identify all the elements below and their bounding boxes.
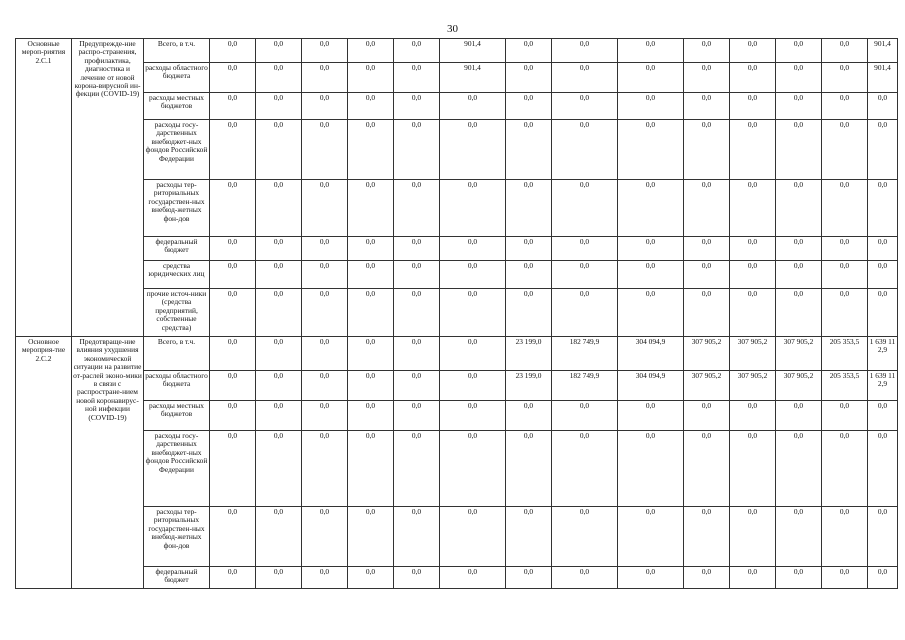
activity-name-cell: Предотвраще-ние влияния ухудшения экономической ситуации на развитие от-раслей эконо-мики в связи с распростране-нием новой коронавирус-ной инфекции (COVID-19) (72, 337, 144, 589)
table-row (16, 567, 898, 589)
value-cell: 0,0 (552, 431, 618, 507)
value-cell: 307 905,2 (730, 337, 776, 371)
value-cell: 0,0 (394, 120, 440, 180)
value-cell: 0,0 (394, 63, 440, 93)
value-cell: 0,0 (552, 567, 618, 589)
value-cell: 0,0 (822, 120, 868, 180)
value-cell: 0,0 (730, 289, 776, 337)
funding-source-cell: расходы местных бюджетов (144, 401, 210, 431)
value-cell: 0,0 (256, 93, 302, 120)
value-cell: 0,0 (302, 93, 348, 120)
value-cell: 0,0 (210, 567, 256, 589)
value-cell: 0,0 (868, 261, 898, 289)
value-cell: 0,0 (776, 237, 822, 261)
funding-source-cell: расходы местных бюджетов (144, 93, 210, 120)
value-cell: 0,0 (868, 180, 898, 237)
value-cell: 0,0 (348, 120, 394, 180)
value-cell: 0,0 (394, 180, 440, 237)
value-cell: 0,0 (256, 289, 302, 337)
value-cell: 182 749,9 (552, 337, 618, 371)
value-cell: 0,0 (822, 567, 868, 589)
value-cell: 0,0 (348, 401, 394, 431)
table-row (16, 180, 898, 237)
table-row (16, 120, 898, 180)
value-cell: 0,0 (302, 237, 348, 261)
value-cell: 1 639 112,9 (868, 337, 898, 371)
value-cell: 0,0 (776, 401, 822, 431)
value-cell: 0,0 (822, 63, 868, 93)
value-cell: 0,0 (868, 289, 898, 337)
value-cell: 0,0 (506, 289, 552, 337)
value-cell: 0,0 (394, 507, 440, 567)
value-cell: 0,0 (776, 93, 822, 120)
funding-source-cell: федеральный бюджет (144, 237, 210, 261)
value-cell: 0,0 (552, 507, 618, 567)
value-cell: 0,0 (210, 237, 256, 261)
table-row (16, 431, 898, 507)
value-cell: 0,0 (256, 180, 302, 237)
value-cell: 0,0 (506, 567, 552, 589)
value-cell: 0,0 (730, 507, 776, 567)
value-cell: 0,0 (506, 261, 552, 289)
value-cell: 0,0 (302, 289, 348, 337)
funding-source-cell: расходы госу-дарственных внебюджет-ных фондов Российской Федерации (144, 431, 210, 507)
funding-source-cell: расходы областного бюджета (144, 63, 210, 93)
value-cell: 0,0 (776, 431, 822, 507)
value-cell: 0,0 (776, 567, 822, 589)
value-cell: 0,0 (776, 289, 822, 337)
value-cell: 0,0 (684, 180, 730, 237)
value-cell: 0,0 (776, 63, 822, 93)
value-cell: 0,0 (552, 39, 618, 63)
value-cell: 0,0 (730, 93, 776, 120)
value-cell: 0,0 (618, 93, 684, 120)
value-cell: 0,0 (394, 431, 440, 507)
value-cell: 205 353,5 (822, 337, 868, 371)
stage-cell: Основные мероп-риятия 2.С.1 (16, 39, 72, 337)
stage-cell: Основное мероприя-тие 2.С.2 (16, 337, 72, 589)
value-cell: 0,0 (256, 431, 302, 507)
value-cell: 23 199,0 (506, 337, 552, 371)
funding-source-cell: федеральный бюджет (144, 567, 210, 589)
value-cell: 0,0 (394, 289, 440, 337)
value-cell: 0,0 (302, 401, 348, 431)
funding-source-cell: средства юридических лиц (144, 261, 210, 289)
value-cell: 0,0 (256, 261, 302, 289)
table-row (16, 371, 898, 401)
value-cell: 0,0 (440, 507, 506, 567)
value-cell: 0,0 (822, 507, 868, 567)
value-cell: 0,0 (730, 567, 776, 589)
value-cell: 0,0 (506, 93, 552, 120)
value-cell: 0,0 (394, 39, 440, 63)
value-cell: 901,4 (440, 63, 506, 93)
table-row (16, 289, 898, 337)
value-cell: 0,0 (868, 93, 898, 120)
value-cell: 0,0 (618, 237, 684, 261)
value-cell: 0,0 (210, 180, 256, 237)
funding-source-cell: Всего, в т.ч. (144, 39, 210, 63)
value-cell: 0,0 (684, 507, 730, 567)
value-cell: 0,0 (868, 237, 898, 261)
value-cell: 0,0 (822, 180, 868, 237)
table-row (16, 401, 898, 431)
value-cell: 0,0 (348, 567, 394, 589)
value-cell: 0,0 (210, 120, 256, 180)
value-cell: 23 199,0 (506, 371, 552, 401)
value-cell: 0,0 (394, 371, 440, 401)
value-cell: 0,0 (552, 180, 618, 237)
value-cell: 0,0 (302, 39, 348, 63)
value-cell: 0,0 (618, 567, 684, 589)
value-cell: 304 094,9 (618, 337, 684, 371)
value-cell: 901,4 (868, 63, 898, 93)
value-cell: 0,0 (730, 180, 776, 237)
value-cell: 0,0 (618, 507, 684, 567)
value-cell: 0,0 (256, 337, 302, 371)
value-cell: 0,0 (302, 180, 348, 237)
value-cell: 0,0 (440, 93, 506, 120)
value-cell: 0,0 (394, 337, 440, 371)
value-cell: 0,0 (256, 401, 302, 431)
value-cell: 0,0 (618, 289, 684, 337)
value-cell: 0,0 (348, 93, 394, 120)
funding-source-cell: расходы тер-риториальных государствен-ных внебюд-жетных фон-дов (144, 507, 210, 567)
value-cell: 0,0 (506, 180, 552, 237)
value-cell: 0,0 (210, 337, 256, 371)
value-cell: 0,0 (552, 93, 618, 120)
value-cell: 0,0 (822, 289, 868, 337)
value-cell: 0,0 (684, 39, 730, 63)
value-cell: 307 905,2 (730, 371, 776, 401)
value-cell: 0,0 (730, 431, 776, 507)
value-cell: 304 094,9 (618, 371, 684, 401)
value-cell: 307 905,2 (684, 337, 730, 371)
value-cell: 0,0 (210, 507, 256, 567)
value-cell: 0,0 (440, 567, 506, 589)
value-cell: 0,0 (684, 63, 730, 93)
value-cell: 0,0 (506, 401, 552, 431)
value-cell: 0,0 (618, 39, 684, 63)
funding-source-cell: расходы госу-дарственных внебюджет-ных фондов Российской Федерации (144, 120, 210, 180)
value-cell: 0,0 (302, 63, 348, 93)
value-cell: 0,0 (256, 507, 302, 567)
value-cell: 0,0 (618, 261, 684, 289)
value-cell: 0,0 (210, 93, 256, 120)
value-cell: 307 905,2 (684, 371, 730, 401)
value-cell: 0,0 (394, 93, 440, 120)
value-cell: 0,0 (256, 371, 302, 401)
value-cell: 0,0 (506, 39, 552, 63)
value-cell: 0,0 (506, 237, 552, 261)
value-cell: 0,0 (302, 507, 348, 567)
value-cell: 0,0 (868, 431, 898, 507)
value-cell: 205 353,5 (822, 371, 868, 401)
funding-source-cell: расходы тер-риториальных государствен-ных внебюд-жетных фон-дов (144, 180, 210, 237)
table-row (16, 237, 898, 261)
value-cell: 0,0 (506, 431, 552, 507)
activity-name-cell: Предупрежде-ние распро-странения, профилактика, диагностика и лечение от новой корона-вирусной ин-фекции (COVID-19) (72, 39, 144, 337)
funding-source-cell: расходы областного бюджета (144, 371, 210, 401)
table-row (16, 63, 898, 93)
value-cell: 0,0 (730, 39, 776, 63)
value-cell: 0,0 (348, 431, 394, 507)
value-cell: 0,0 (868, 507, 898, 567)
value-cell: 307 905,2 (776, 337, 822, 371)
value-cell: 0,0 (730, 401, 776, 431)
value-cell: 0,0 (506, 120, 552, 180)
value-cell: 0,0 (440, 371, 506, 401)
value-cell: 0,0 (822, 261, 868, 289)
value-cell: 0,0 (618, 180, 684, 237)
value-cell: 0,0 (506, 63, 552, 93)
value-cell: 0,0 (348, 507, 394, 567)
value-cell: 0,0 (256, 237, 302, 261)
value-cell: 0,0 (348, 261, 394, 289)
value-cell: 0,0 (440, 337, 506, 371)
value-cell: 0,0 (440, 120, 506, 180)
value-cell: 0,0 (440, 261, 506, 289)
table-row (16, 93, 898, 120)
value-cell: 0,0 (302, 431, 348, 507)
value-cell: 0,0 (684, 401, 730, 431)
value-cell: 1 639 112,9 (868, 371, 898, 401)
value-cell: 0,0 (302, 261, 348, 289)
value-cell: 0,0 (730, 120, 776, 180)
value-cell: 0,0 (552, 261, 618, 289)
table-row (16, 261, 898, 289)
value-cell: 0,0 (210, 289, 256, 337)
value-cell: 0,0 (730, 261, 776, 289)
value-cell: 0,0 (348, 63, 394, 93)
value-cell: 0,0 (868, 120, 898, 180)
value-cell: 0,0 (348, 180, 394, 237)
value-cell: 0,0 (684, 289, 730, 337)
value-cell: 0,0 (256, 120, 302, 180)
value-cell: 0,0 (210, 371, 256, 401)
value-cell: 0,0 (440, 431, 506, 507)
value-cell: 0,0 (822, 237, 868, 261)
value-cell: 0,0 (256, 567, 302, 589)
value-cell: 0,0 (440, 180, 506, 237)
value-cell: 0,0 (868, 567, 898, 589)
value-cell: 0,0 (394, 401, 440, 431)
value-cell: 0,0 (552, 237, 618, 261)
value-cell: 0,0 (730, 237, 776, 261)
value-cell: 0,0 (684, 93, 730, 120)
value-cell: 0,0 (440, 237, 506, 261)
value-cell: 0,0 (256, 63, 302, 93)
value-cell: 307 905,2 (776, 371, 822, 401)
value-cell: 0,0 (684, 431, 730, 507)
funding-table (15, 38, 898, 589)
value-cell: 0,0 (552, 120, 618, 180)
value-cell: 0,0 (552, 401, 618, 431)
value-cell: 0,0 (394, 237, 440, 261)
page-number: 30 (447, 23, 458, 35)
value-cell: 0,0 (302, 120, 348, 180)
value-cell: 0,0 (822, 93, 868, 120)
value-cell: 0,0 (440, 289, 506, 337)
table-row (16, 39, 898, 63)
value-cell: 0,0 (618, 63, 684, 93)
value-cell: 0,0 (348, 371, 394, 401)
value-cell: 0,0 (348, 289, 394, 337)
value-cell: 0,0 (776, 39, 822, 63)
value-cell: 0,0 (684, 237, 730, 261)
value-cell: 0,0 (776, 507, 822, 567)
value-cell: 0,0 (210, 63, 256, 93)
value-cell: 0,0 (684, 567, 730, 589)
value-cell: 0,0 (302, 567, 348, 589)
value-cell: 182 749,9 (552, 371, 618, 401)
value-cell: 0,0 (776, 120, 822, 180)
value-cell: 0,0 (618, 431, 684, 507)
value-cell: 0,0 (822, 431, 868, 507)
value-cell: 0,0 (210, 431, 256, 507)
value-cell: 0,0 (730, 63, 776, 93)
value-cell: 0,0 (506, 507, 552, 567)
table-row (16, 337, 898, 371)
value-cell: 0,0 (552, 63, 618, 93)
value-cell: 0,0 (618, 120, 684, 180)
value-cell: 0,0 (440, 401, 506, 431)
value-cell: 0,0 (210, 261, 256, 289)
value-cell: 0,0 (302, 371, 348, 401)
value-cell: 0,0 (776, 261, 822, 289)
value-cell: 0,0 (348, 237, 394, 261)
value-cell: 901,4 (868, 39, 898, 63)
value-cell: 0,0 (348, 337, 394, 371)
table-row (16, 507, 898, 567)
value-cell: 0,0 (684, 120, 730, 180)
value-cell: 0,0 (394, 567, 440, 589)
value-cell: 0,0 (394, 261, 440, 289)
value-cell: 901,4 (440, 39, 506, 63)
value-cell: 0,0 (348, 39, 394, 63)
value-cell: 0,0 (210, 39, 256, 63)
value-cell: 0,0 (302, 337, 348, 371)
value-cell: 0,0 (210, 401, 256, 431)
funding-source-cell: прочие источ-ники (средства предприятий, собственные средства) (144, 289, 210, 337)
value-cell: 0,0 (776, 180, 822, 237)
value-cell: 0,0 (822, 401, 868, 431)
funding-source-cell: Всего, в т.ч. (144, 337, 210, 371)
value-cell: 0,0 (552, 289, 618, 337)
value-cell: 0,0 (684, 261, 730, 289)
value-cell: 0,0 (868, 401, 898, 431)
value-cell: 0,0 (822, 39, 868, 63)
value-cell: 0,0 (256, 39, 302, 63)
value-cell: 0,0 (618, 401, 684, 431)
